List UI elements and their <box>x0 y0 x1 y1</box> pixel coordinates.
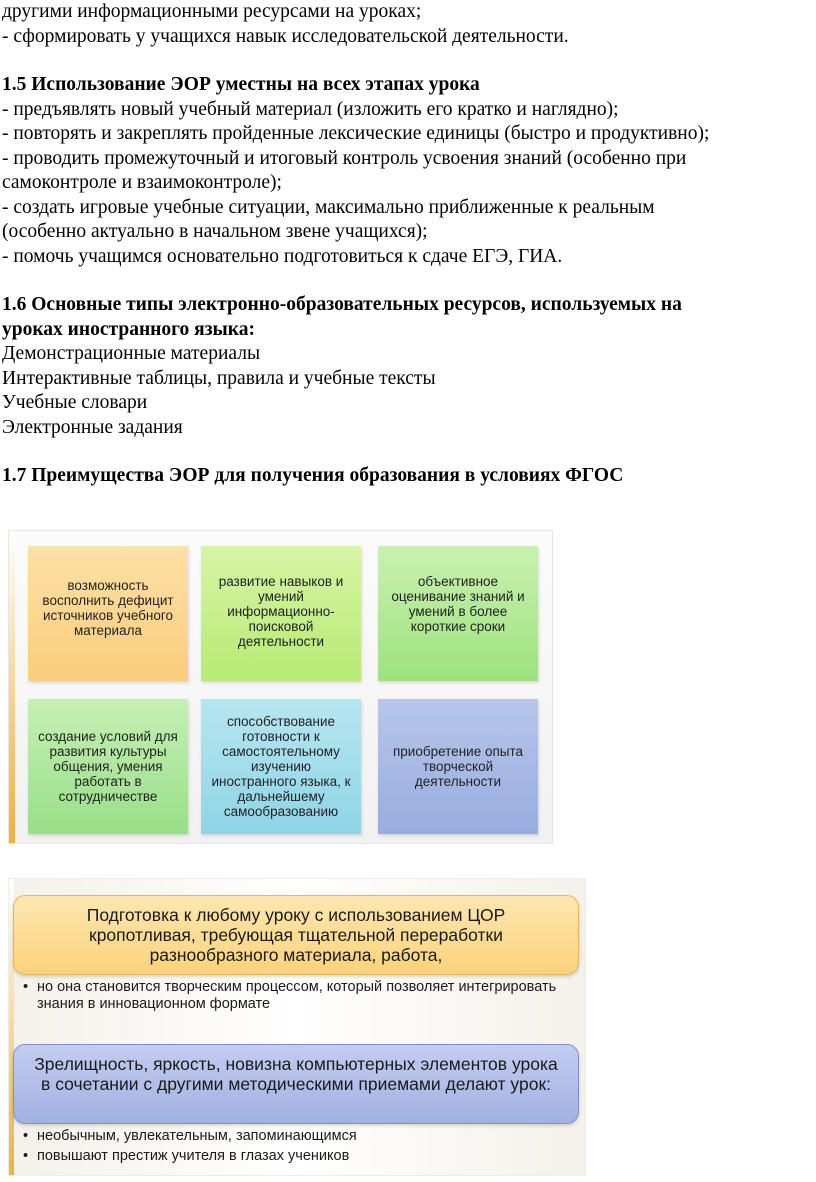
resource-type-item: Электронные задания <box>2 416 183 438</box>
section-1-5-item: - повторять и закреплять пройденные лексические единицы (быстро и продуктивно); <box>2 123 710 144</box>
section-1-5-item: (особенно актуально в начальном звене учащихся); <box>2 221 428 242</box>
resource-type-item: Интерактивные таблицы, правила и учебные тексты <box>2 367 436 389</box>
bullet-icon: • <box>23 1148 29 1164</box>
section-1-6-heading-cont: уроках иностранного языка: <box>2 318 255 340</box>
advantage-box-search-skills: развитие навыков и умений информационно-поисковой деятельности <box>201 546 361 681</box>
section-1-5-item: самоконтроле и взаимоконтроле); <box>2 172 282 193</box>
spectacle-panel: Зрелищность, яркость, новизна компьютерных элементов урока в сочетании с другими методическими приемами делают урок: <box>13 1044 579 1124</box>
resource-type-item: Демонстрационные материалы <box>2 343 261 364</box>
advantage-box-resources: возможность восполнить дефицит источников учебного материала <box>28 546 188 681</box>
section-1-5-item: - предъявлять новый учебный материал (изложить его кратко и наглядно); <box>2 98 619 120</box>
section-1-5-item: - проводить промежуточный и итоговый контроль усвоения знаний (особенно при <box>2 147 687 169</box>
resource-type-item: Учебные словари <box>2 392 148 413</box>
decorative-edge <box>9 531 15 843</box>
advantage-box-assessment: объективное оценивание знаний и умений в более короткие сроки <box>378 546 538 681</box>
bullet-item: • необычным, увлекательным, запоминающимся <box>23 1128 357 1144</box>
preparation-panel: Подготовка к любому уроку с использованием ЦОР кропотливая, требующая тщательной переработки разнообразного материала, работа, <box>13 895 579 975</box>
bullet-icon: • <box>23 979 29 995</box>
document-body <box>2 0 814 489</box>
bullet-item: • повышают престиж учителя в глазах учеников <box>23 1148 350 1164</box>
spectacle-bullets <box>23 1128 583 1168</box>
advantage-box-communication: создание условий для развития культуры общения, умения работать в сотрудничестве <box>28 699 188 834</box>
section-1-5-heading: 1.5 Использование ЭОР уместны на всех этапах урока <box>2 74 480 95</box>
intro-line-2: - сформировать у учащихся навык исследовательской деятельности. <box>2 25 569 47</box>
advantages-diagram <box>8 530 553 844</box>
preparation-bullets <box>23 979 583 1016</box>
intro-line-1: другими информационными ресурсами на уроках; <box>2 1 422 22</box>
section-1-5-item: - помочь учащимся основательно подготовиться к сдаче ЕГЭ, ГИА. <box>2 245 563 267</box>
section-1-6-heading: 1.6 Основные типы электронно-образовательных ресурсов, используемых на <box>2 294 682 315</box>
section-1-5-item: - создать игровые учебные ситуации, максимально приближенные к реальным <box>2 196 655 218</box>
lesson-preparation-diagram <box>8 878 586 1176</box>
advantage-box-creative-experience: приобретение опыта творческой деятельности <box>378 699 538 834</box>
advantage-box-self-education: способствование готовности к самостоятельному изучению иностранного языка, к дальнейшему самообразованию <box>201 699 361 834</box>
bullet-item: • но она становится творческим процессом, который позволяет интегрировать знания в инновационном формате <box>23 979 557 1012</box>
section-1-7-heading: 1.7 Преимущества ЭОР для получения образования в условиях ФГОС <box>2 465 624 486</box>
bullet-icon: • <box>23 1128 29 1144</box>
